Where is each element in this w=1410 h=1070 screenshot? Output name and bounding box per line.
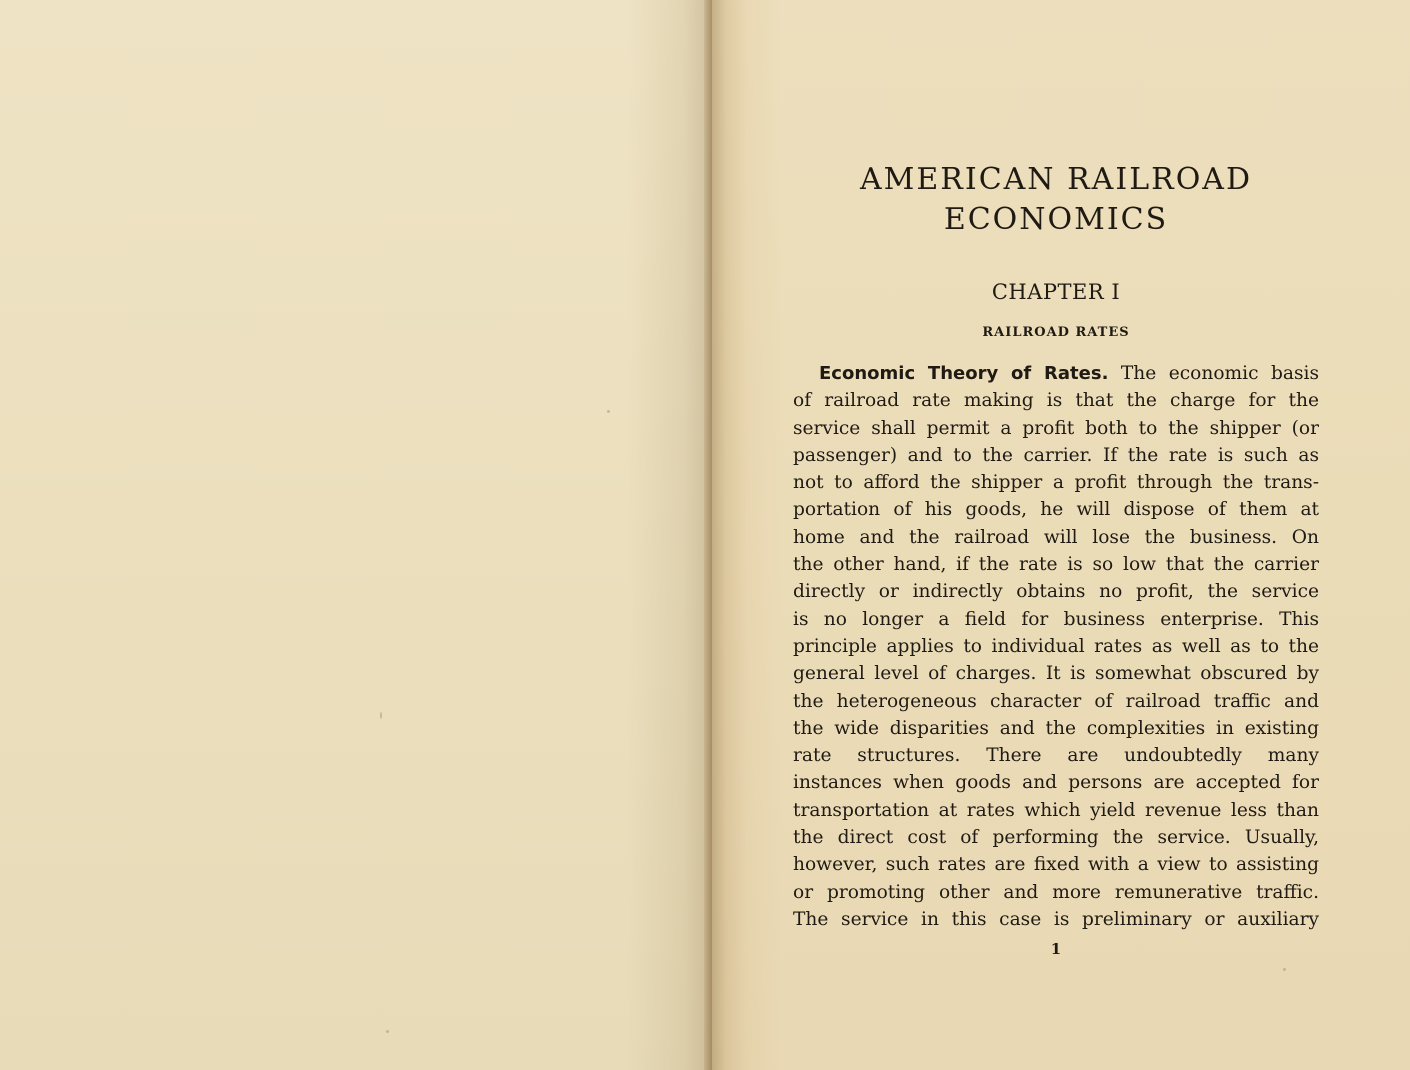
body-line: transportation at rates which yield revenue less than (793, 799, 1319, 821)
first-line-text: The economic basis (1120, 363, 1319, 384)
body-line: the direct cost of performing the service. Usually, (793, 827, 1319, 849)
paragraph-lead-heading: Economic Theory of Rates. (819, 363, 1109, 384)
section-title: RAILROAD RATES (982, 325, 1130, 340)
page-text (793, 160, 1319, 959)
body-line: the other hand, if the rate is so low that the carrier (793, 554, 1319, 576)
body-line: portation of his goods, he will dispose of them at (793, 499, 1319, 521)
body-line: instances when goods and persons are accepted for (793, 772, 1319, 794)
body-line: general level of charges. It is somewhat obscured by (793, 663, 1319, 685)
chapter-heading: CHAPTER I (991, 280, 1121, 304)
book-title (793, 160, 1319, 240)
body-line: the heterogeneous character of railroad traffic and (793, 690, 1319, 712)
book-title-line-1: AMERICAN RAILROAD (859, 162, 1253, 197)
paper-speck (386, 1030, 389, 1033)
body-line: is no longer a field for business enterprise. This (793, 608, 1319, 630)
right-page (712, 0, 1410, 1070)
body-text (793, 360, 1319, 933)
body-line: The service in this case is preliminary or auxiliary (793, 908, 1319, 930)
body-line: directly or indirectly obtains no profit, the service (793, 581, 1319, 603)
page-number: 1 (1050, 940, 1062, 959)
body-line: however, such rates are fixed with a view to assisting (793, 854, 1319, 876)
body-line: of railroad rate making is that the charge for the (793, 390, 1319, 412)
paper-speck (607, 410, 610, 413)
paper-speck (380, 712, 382, 719)
book-title-line-2: ECONOMICS (943, 202, 1169, 237)
body-line: the wide disparities and the complexities in existing (793, 717, 1319, 739)
body-line: service shall permit a profit both to the shipper (or (793, 417, 1319, 439)
body-line: or promoting other and more remunerative traffic. (793, 881, 1319, 903)
paper-speck (1283, 968, 1286, 971)
body-line: passenger) and to the carrier. If the rate is such as (793, 444, 1319, 466)
body-line: rate structures. There are undoubtedly many (793, 745, 1319, 767)
body-line: principle applies to individual rates as well as to the (793, 635, 1319, 657)
body-line-first (793, 360, 1319, 387)
body-line: home and the railroad will lose the business. On (793, 526, 1319, 548)
body-line: not to afford the shipper a profit through the trans- (793, 472, 1319, 494)
